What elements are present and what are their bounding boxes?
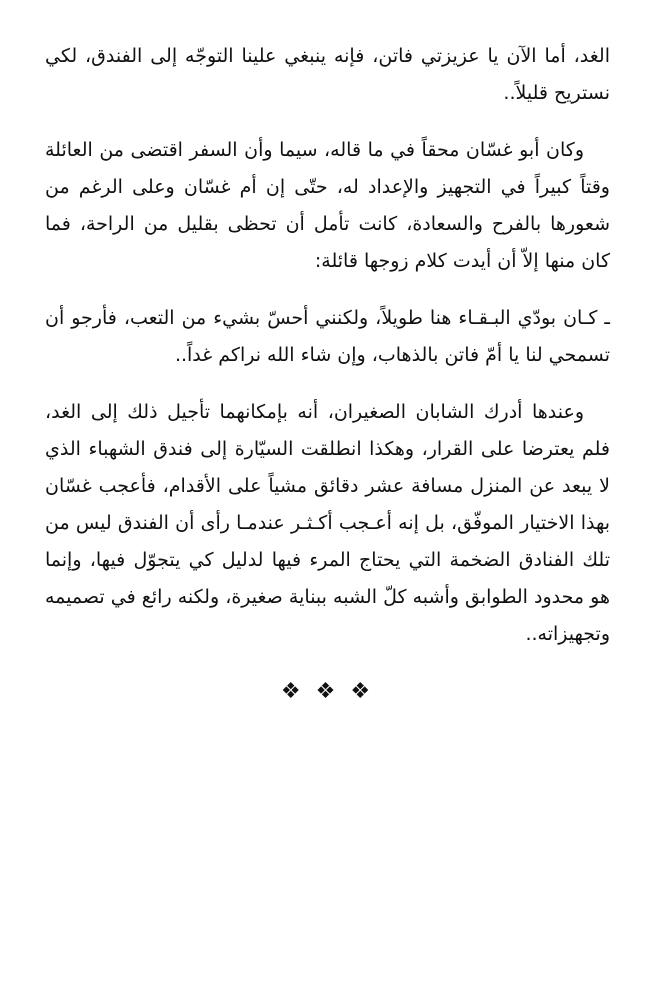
page-text — [45, 38, 610, 710]
section-separator-icon: ❖ ❖ ❖ — [280, 679, 375, 704]
paragraph-3: ـ كـان بودّي البـقـاء هنا طويلاً، ولكنني أحسّ بشيء من التعب، فأرجو أن تسمحي لنا يا أمّ فاتن بالذهاب، وإن شاء الله نراكم غداً.. — [45, 307, 610, 366]
paragraph-1: الغد، أما الآن يا عزيزتي فاتن، فإنه ينبغي علينا التوجّه إلى الفندق، لكي نستريح قليلاً.. — [45, 45, 610, 104]
paragraph-4: وعندها أدرك الشابان الصغيران، أنه بإمكانهما تأجيل ذلك إلى الغد، فلم يعترضا على القرار، وهكذا انطلقت السيّارة إلى فندق الشهباء الذي لا يبعد عن المنزل مسافة عشر دقائق مشياً على الأقدام، فأعجب غسّان بهذا الاختيار الموفّق، بل إنه أعـجب أكـثـر عندمـا رأى أن الفندق ليس من تلك الفنادق الضخمة التي يحتاج المرء فيها لدليل كي يتجوّل فيها، وإنما هو محدود الطوابق وأشبه كلّ الشبه ببناية صغيرة، ولكنه رائع في تصميمه وتجهيزاته.. — [45, 401, 610, 645]
paragraph-2: وكان أبو غسّان محقاً في ما قاله، سيما وأن السفر اقتضى من العائلة وقتاً كبيراً في التجهيز والإعداد له، حتّى إن أم غسّان وعلى الرغم من شعورها بالفرح والسعادة، كانت تأمل أن تحظى بقليل من الراحة، فما كان منها إلاّ أن أيدت كلام زوجها قائلة: — [45, 139, 610, 272]
